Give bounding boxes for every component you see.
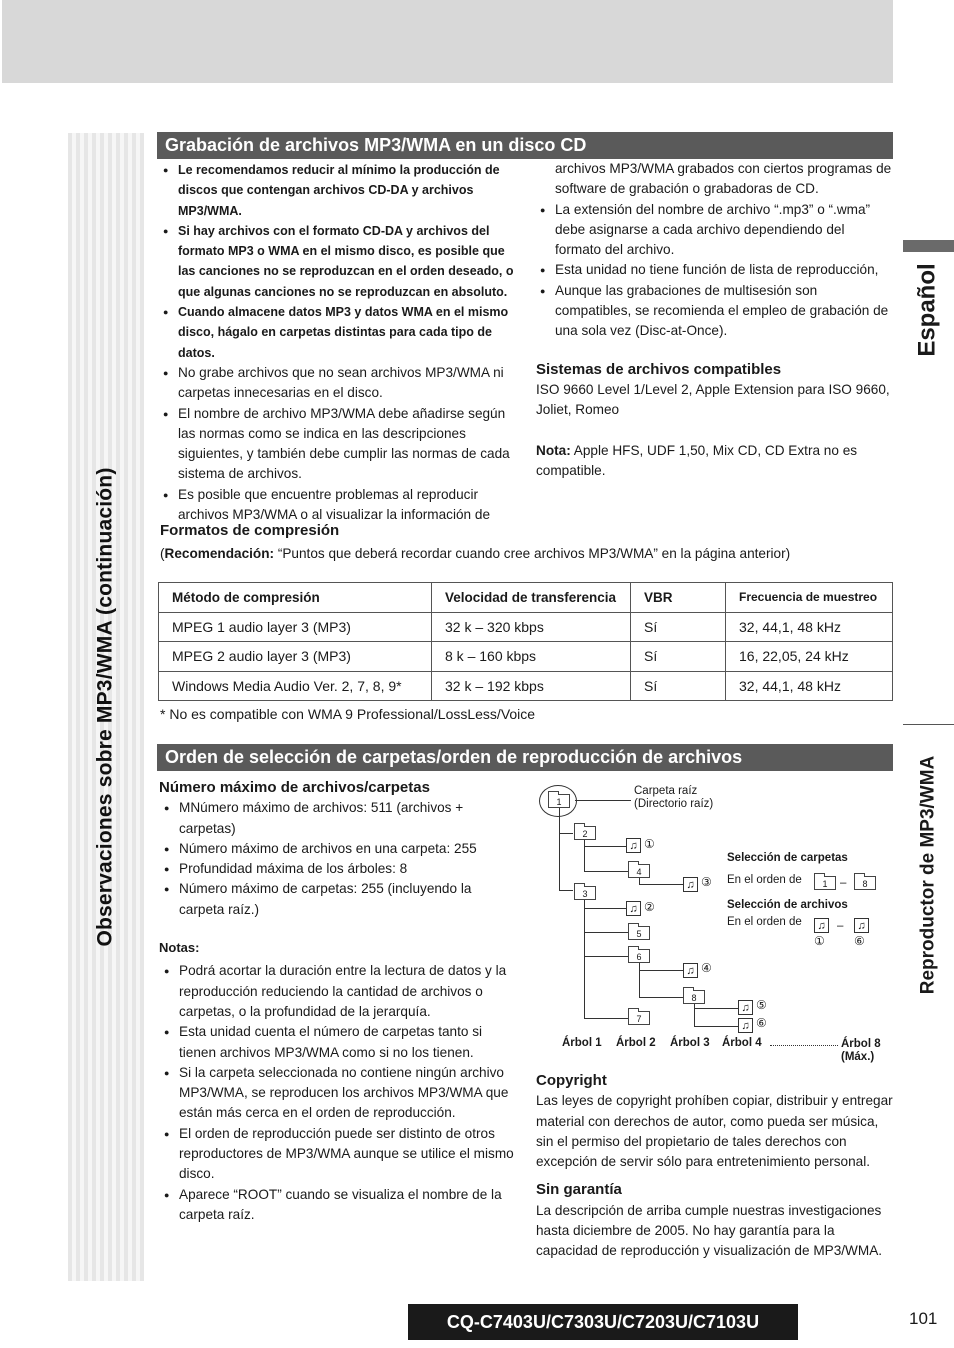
table-cell: 32 k – 320 kbps	[432, 612, 631, 642]
music-note-icon: ♫	[683, 963, 698, 978]
table-header-cell: Frecuencia de muestreo	[726, 583, 893, 613]
table-cell: MPEG 1 audio layer 3 (MP3)	[159, 612, 432, 642]
order-left-column	[159, 778, 517, 1225]
tree-label: Árbol 2	[616, 1037, 656, 1049]
recommendation-label: Recomendación:	[164, 546, 275, 562]
folder-icon: 1	[814, 876, 836, 890]
folder-selection-title: Selección de carpetas	[727, 852, 848, 864]
compression-block	[160, 521, 893, 565]
folder-icon: 2	[574, 826, 596, 840]
recording-left-column	[158, 160, 516, 525]
file-number: ③	[701, 875, 712, 889]
copyright-text: Las leyes de copyright prohíben copiar, distribuir y entregar material con derechos de autor, como pueda ser música, sin el permiso del propietario de tales derechos con excepción de servir sólo para entretenimiento personal.	[536, 1093, 893, 1170]
compression-table	[158, 582, 893, 701]
folder-icon: 8	[854, 876, 876, 890]
table-header-row	[159, 583, 893, 613]
section-heading-order: Orden de selección de carpetas/orden de reproducción de archivos	[157, 744, 893, 771]
continuation-text: archivos MP3/WMA grabados con ciertos programas de software de grabación o grabadoras de CD.	[555, 161, 892, 197]
table-cell: 32 k – 192 kbps	[432, 671, 631, 701]
table-cell: 16, 22,05, 24 kHz	[726, 642, 893, 672]
fs-note	[536, 441, 894, 482]
warranty-heading: Sin garantía	[536, 1181, 622, 1199]
bullet: ● Es posible que encuentre problemas al reproducir archivos MP3/WMA o al visualizar la información de	[158, 485, 516, 526]
warranty-text: La descripción de arriba cumple nuestras investigaciones hasta diciembre de 2005. No hay garantía para la capacidad de reproducción y visualización de MP3/WMA.	[536, 1202, 883, 1259]
table-cell: Windows Media Audio Ver. 2, 7, 8, 9*	[159, 671, 432, 701]
file-number: ⑥	[756, 1016, 767, 1030]
bullet: ● El nombre de archivo MP3/WMA debe añadirse según las normas como se indica en las descripciones siguientes, y también debe cumplir las normas de cada sistema de archivos.	[158, 404, 516, 485]
recommendation-text: “Puntos que deberá recordar cuando cree archivos MP3/WMA” en la página anterior)	[274, 546, 791, 562]
table-cell: Sí	[631, 612, 726, 642]
table-cell: Sí	[631, 671, 726, 701]
bullet: ● Si hay archivos con el formato CD-DA y archivos del formato MP3 o WMA en el mismo disco, es posible que las canciones no se reproduzcan en el orden deseado, o que algunas canciones no se reproduzcan en absoluto.	[158, 221, 516, 302]
tree-label: Árbol 3	[670, 1037, 710, 1049]
bullet: ● Aparece “ROOT” cuando se visualiza el nombre de la carpeta raíz.	[159, 1185, 517, 1226]
folder-icon: 4	[628, 864, 650, 878]
sidebar-title: Observaciones sobre MP3/WMA (continuación)	[94, 467, 118, 947]
table-cell: MPEG 2 audio layer 3 (MP3)	[159, 642, 432, 672]
folder-icon: 6	[628, 949, 650, 963]
file-selection-text: En el orden de	[727, 916, 802, 928]
bullet: ● Número máximo de carpetas: 255 (incluyendo la carpeta raíz.)	[159, 879, 517, 920]
order-right-column	[536, 1071, 894, 1262]
music-note-icon: ♫	[626, 838, 641, 853]
file-number: ①	[644, 837, 655, 851]
music-note-icon: ♫	[683, 877, 698, 892]
bullet: ● No grabe archivos que no sean archivos MP3/WMA ni carpetas innecesarias en el disco.	[158, 363, 516, 404]
table-cell: 32, 44,1, 48 kHz	[726, 612, 893, 642]
bullet: ● Aunque las grabaciones de multisesión son compatibles, se recomienda el empleo de grabación de una sola vez (Disc-at-Once).	[535, 281, 894, 342]
file-selection-title: Selección de archivos	[727, 899, 848, 911]
root-sublabel: (Directorio raíz)	[634, 798, 714, 810]
language-label: Español	[914, 263, 942, 357]
music-note-icon: ♫	[738, 1000, 753, 1015]
music-note-icon: ♫	[814, 918, 829, 933]
bullet: ● Si la carpeta seleccionada no contiene ningún archivo MP3/WMA, se reproducen los archivos MP3/WMA que están más cerca en el orden de reproducción.	[159, 1063, 517, 1124]
dotted-leader	[770, 1045, 838, 1046]
note-label: Nota:	[536, 442, 571, 458]
tree-label: Árbol 8	[841, 1038, 881, 1050]
bullet: ● MNúmero máximo de archivos: 511 (archivos + carpetas)	[159, 798, 517, 839]
table-header-cell: Método de compresión	[159, 583, 432, 613]
table-cell: 8 k – 160 kbps	[432, 642, 631, 672]
section-heading-recording: Grabación de archivos MP3/WMA en un disco CD	[157, 132, 893, 159]
section-label: Reproductor de MP3/WMA	[917, 755, 938, 995]
recording-right-column	[536, 159, 894, 481]
tree-label: Árbol 1	[562, 1037, 602, 1049]
copyright-heading: Copyright	[536, 1072, 607, 1089]
section-divider	[903, 724, 954, 725]
bullet: ● Esta unidad cuenta el número de carpetas tanto si tienen archivos MP3/WMA como si no los tienen.	[159, 1022, 517, 1063]
table-row	[159, 671, 893, 701]
bullet: ● Cuando almacene datos MP3 y datos WMA en el mismo disco, hágalo en carpetas distintas para cada tipo de datos.	[158, 302, 516, 363]
table-footnote: * No es compatible con WMA 9 Professional/LossLess/Voice	[160, 706, 536, 722]
bullet: ● Podrá acortar la duración entre la lectura de datos y la reproducción reduciendo la cantidad de archivos o carpetas, o la profundidad de la jerarquía.	[159, 961, 517, 1022]
bullet: ● Profundidad máxima de los árboles: 8	[159, 859, 517, 879]
table-row	[159, 642, 893, 672]
table-cell: Sí	[631, 642, 726, 672]
top-band	[2, 0, 893, 83]
bullet: ● El orden de reproducción puede ser distinto de otros reproductores de MP3/WMA aunque se utilice el mismo disco.	[159, 1124, 517, 1185]
file-number: ④	[701, 961, 712, 975]
bullet: ● Esta unidad no tiene función de lista de reproducción,	[535, 260, 894, 280]
page-number: 101	[909, 1309, 938, 1328]
max-heading: Número máximo de archivos/carpetas	[159, 779, 430, 796]
folder-icon: 7	[628, 1011, 650, 1025]
recommendation-line: (Recomendación: “Puntos que deberá recordar cuando cree archivos MP3/WMA” en la página anterior)	[160, 546, 791, 562]
tree-label: (Máx.)	[841, 1051, 875, 1063]
model-number-banner: CQ-C7403U/C7303U/C7203U/C7103U	[408, 1304, 798, 1340]
tree-label: Árbol 4	[722, 1037, 762, 1049]
bullet: ● Le recomendamos reducir al mínimo la producción de discos que contengan archivos CD-DA y archivos MP3/WMA.	[158, 160, 516, 221]
file-number: ⑤	[756, 998, 767, 1012]
table-header-cell: Velocidad de transferencia	[432, 583, 631, 613]
bullet: ● Número máximo de archivos en una carpeta: 255	[159, 839, 517, 859]
table-header-cell: VBR	[631, 583, 726, 613]
notes-heading: Notas:	[159, 940, 200, 956]
music-note-icon: ♫	[738, 1018, 753, 1033]
music-note-icon: ♫	[626, 901, 641, 916]
note-text: Apple HFS, UDF 1,50, Mix CD, CD Extra no es compatible.	[536, 442, 858, 478]
bullet: ● La extensión del nombre de archivo “.mp3” o “.wma” debe asignarse a cada archivo dependiendo del formato del archivo.	[535, 200, 894, 261]
table-cell: 32, 44,1, 48 kHz	[726, 671, 893, 701]
folder-icon: 8	[683, 990, 705, 1004]
fs-text: ISO 9660 Level 1/Level 2, Apple Extension para ISO 9660, Joliet, Romeo	[536, 381, 890, 418]
music-note-icon: ♫	[854, 918, 869, 933]
folder-icon: 3	[574, 886, 596, 900]
fs-heading: Sistemas de archivos compatibles	[536, 360, 782, 378]
folder-icon: 1	[548, 794, 570, 808]
folder-tree-diagram: 1 Carpeta raíz (Directorio raíz) 2 ♫ ① 4 ♫ ③ 3 ♫ ② 5 6 ♫ ④ 8 ♫ ⑤ ♫ ⑥ 7 Selección de carpetas En el orden de 1 – 8 Selección de archivos En el orden de ♫ ① – ♫ ⑥ Árbol 1 Árbol 2 Árbol 3 Árbol 4 Árbol 8 (Máx.)	[538, 784, 893, 1069]
root-label: Carpeta raíz	[634, 785, 698, 797]
folder-icon: 5	[628, 926, 650, 940]
table-row	[159, 612, 893, 642]
file-number: ②	[644, 900, 655, 914]
compression-heading: Formatos de compresión	[160, 522, 340, 539]
folder-selection-text: En el orden de	[727, 874, 802, 886]
